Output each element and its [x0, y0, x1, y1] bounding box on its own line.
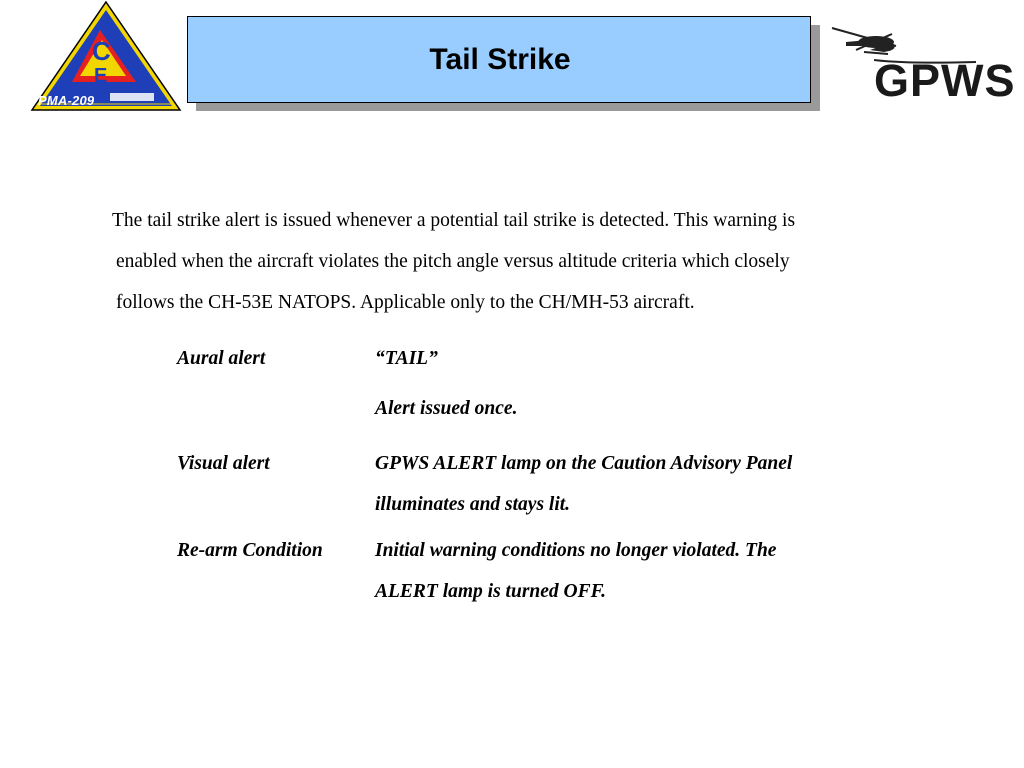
paragraph-line: The tail strike alert is issued whenever a potential tail strike is detected. This warning is — [112, 210, 796, 231]
org-label: PMA-209 — [38, 93, 95, 108]
aural-alert-detail: Alert issued once. — [375, 398, 518, 419]
aural-alert-value: “TAIL” — [375, 348, 438, 369]
visual-alert-detail: illuminates and stays lit. — [375, 494, 571, 515]
title-box — [187, 16, 811, 103]
page-title: Tail Strike — [429, 42, 571, 76]
gpws-brand: GPWS — [874, 55, 1016, 106]
rearm-condition-detail: ALERT lamp is turned OFF. — [375, 581, 606, 602]
paragraph-line: enabled when the aircraft violates the pitch angle versus altitude criteria which closely — [116, 251, 790, 272]
visual-alert-label: Visual alert — [177, 453, 270, 474]
aural-alert-label: Aural alert — [177, 348, 266, 369]
rearm-condition-value: Initial warning conditions no longer violated. The — [375, 540, 777, 561]
visual-alert-value: GPWS ALERT lamp on the Caution Advisory Panel — [375, 453, 793, 474]
description-paragraph — [112, 200, 932, 323]
svg-text:C: C — [92, 36, 111, 66]
svg-text:E: E — [94, 65, 108, 87]
paragraph-line: follows the CH-53E NATOPS. Applicable only to the CH/MH-53 aircraft. — [116, 292, 695, 313]
rearm-condition-label: Re-arm Condition — [177, 540, 323, 561]
